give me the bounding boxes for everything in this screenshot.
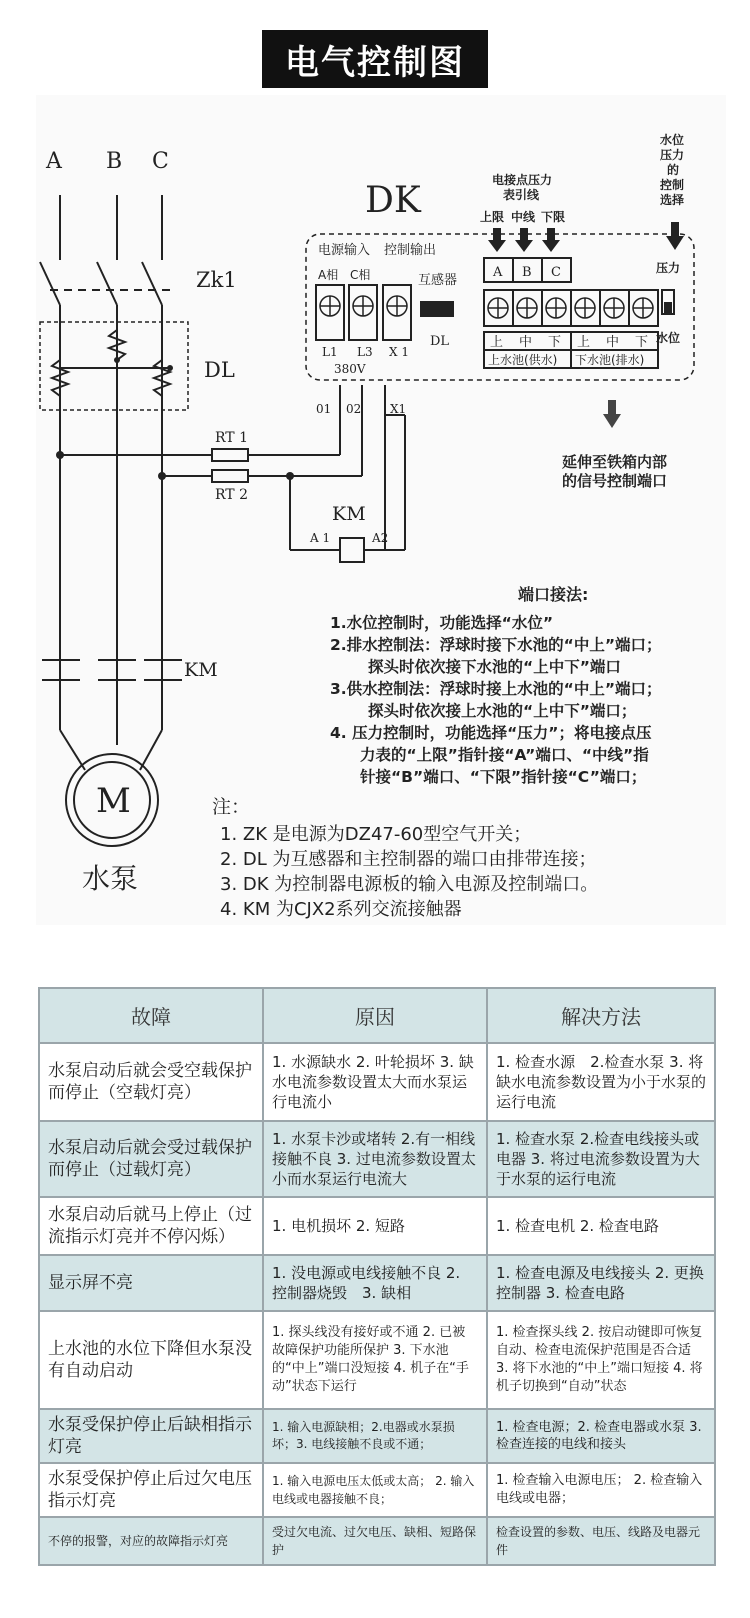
km-coil-label: KM xyxy=(332,503,366,525)
port-wiring-line: 力表的“上限”指针接“A”端口、“中线”指 xyxy=(360,746,649,764)
table-row xyxy=(39,1311,715,1409)
selector-title-1: 水位 xyxy=(660,133,685,147)
extend-text-2: 的信号控制端口 xyxy=(562,472,668,490)
solution-cell: 1. 检查电源；2. 检查电器或水泵 3. 检查连接的电线和接头 xyxy=(487,1409,715,1463)
level-label-3: 下 xyxy=(548,335,562,350)
fault-cell: 显示屏不亮 xyxy=(39,1255,263,1311)
port-wiring-title: 端口接法: xyxy=(518,585,589,604)
phase-label-c: C xyxy=(152,149,169,174)
cause-cell: 受过欠电流、过欠电压、缺相、短路保护 xyxy=(263,1517,487,1565)
c-phase-label: C相 xyxy=(350,268,371,282)
phase-label-a: A xyxy=(46,149,62,174)
notes-header: 注： xyxy=(212,796,251,818)
terminal-b-label: B xyxy=(522,265,532,280)
x1-label: X 1 xyxy=(389,345,409,359)
cause-cell: 1. 水源缺水 2. 叶轮损坏 3. 缺水电流参数设置太大而水泵运行电流小 xyxy=(263,1043,487,1121)
lower-pool-label: 下水池(排水) xyxy=(575,353,645,367)
cause-cell: 1. 电机损坏 2. 短路 xyxy=(263,1197,487,1255)
pump-label: 水泵 xyxy=(82,862,139,895)
fault-cell: 水泵启动后就马上停止（过流指示灯亮并不停闪烁） xyxy=(39,1197,263,1255)
cause-cell: 1. 水泵卡沙或堵转 2.有一相线接触不良 3. 过电流参数设置太小而水泵运行电流大 xyxy=(263,1121,487,1197)
dl-small-label: DL xyxy=(430,334,450,349)
level-label-2: 中 xyxy=(519,335,533,350)
solution-cell: 1. 检查电源及电线接头 2. 更换控制器 3. 检查电路 xyxy=(487,1255,715,1311)
header-solution: 解决方法 xyxy=(487,988,715,1043)
gauge-lead-title-2: 表引线 xyxy=(503,188,540,202)
fault-cell: 水泵启动后就会受过载保护而停止（过载灯亮） xyxy=(39,1121,263,1197)
table-row xyxy=(39,1121,715,1197)
limit-label-middle: 中线 xyxy=(511,210,536,224)
terminal-c-label: C xyxy=(551,265,561,280)
solution-cell: 1. 检查水泵 2.检查电线接头或电器 3. 将过电流参数设置为大于水泵的运行电流 xyxy=(487,1121,715,1197)
l1-label: L1 xyxy=(322,345,338,359)
wire-label-02: 02 xyxy=(346,402,362,416)
rt1-label: RT 1 xyxy=(215,430,248,446)
table-row xyxy=(39,1043,715,1121)
l3-label: L3 xyxy=(357,345,373,359)
transformer-label: 互感器 xyxy=(418,273,458,288)
fault-cell: 不停的报警，对应的故障指示灯亮 xyxy=(39,1517,263,1565)
selector-title-5: 选择 xyxy=(660,193,685,207)
limit-label-upper: 上限 xyxy=(480,210,505,224)
header-fault: 故障 xyxy=(39,988,263,1043)
fault-cell: 水泵受保护停止后过欠电压指示灯亮 xyxy=(39,1463,263,1517)
solution-cell: 1. 检查电机 2. 检查电路 xyxy=(487,1197,715,1255)
level-label-4: 上 xyxy=(577,335,591,350)
extend-text-1: 延伸至铁箱内部 xyxy=(562,453,668,471)
wire-label-01: 01 xyxy=(316,402,332,416)
cause-cell: 1. 探头线没有接好或不通 2. 已被故障保护功能所保护 3. 下水池的“中上”端口没短接 4. 机子在“手动”状态下运行 xyxy=(263,1311,487,1409)
selector-title-2: 压力 xyxy=(660,148,685,162)
solution-cell: 1. 检查探头线 2. 按启动键即可恢复自动、检查电流保护范围是否合适 3. 将下水池的“中上”端口短接 4. 将机子切换到“自动”状态 xyxy=(487,1311,715,1409)
a2-label: A2 xyxy=(372,531,389,545)
port-wiring-line: 针接“B”端口、“下限”指针接“C”端口； xyxy=(360,768,647,786)
control-output-label: 控制输出 xyxy=(384,243,437,258)
port-wiring-line: 探头时依次接下水池的“上中下”端口 xyxy=(368,658,621,676)
header-cause: 原因 xyxy=(263,988,487,1043)
table-header-row xyxy=(39,988,715,1043)
pressure-label: 压力 xyxy=(656,261,681,275)
selector-title-3: 的 xyxy=(667,163,680,177)
voltage-label: 380V xyxy=(334,362,366,376)
table-row xyxy=(39,1463,715,1517)
page-title: 电气控制图 xyxy=(262,30,488,88)
port-wiring-line: 3.供水控制法：浮球时接上水池的“中上”端口； xyxy=(330,680,662,698)
gauge-lead-title-1: 电接点压力 xyxy=(492,173,553,187)
table-row xyxy=(39,1517,715,1565)
level-label-1: 上 xyxy=(490,335,504,350)
fault-table xyxy=(38,987,716,1566)
port-wiring-line: 探头时依次接上水池的“上中下”端口； xyxy=(368,702,637,720)
port-wiring-line: 1.水位控制时，功能选择“水位” xyxy=(330,614,554,632)
a1-label: A 1 xyxy=(310,531,331,545)
rt2-label: RT 2 xyxy=(215,487,248,503)
level-label-6: 下 xyxy=(635,335,649,350)
zk1-label: Zk1 xyxy=(196,268,237,292)
note-item: 2. DL 为互感器和主控制器的端口由排带连接； xyxy=(220,849,597,870)
port-wiring-line: 4. 压力控制时，功能选择“压力”；将电接点压 xyxy=(330,724,652,742)
dk-label: DK xyxy=(365,180,421,221)
solution-cell: 检查设置的参数、电压、线路及电器元件 xyxy=(487,1517,715,1565)
port-wiring-line: 2.排水控制法：浮球时接下水池的“中上”端口； xyxy=(330,636,662,654)
fault-cell: 水泵启动后就会受空载保护而停止（空载灯亮） xyxy=(39,1043,263,1121)
fault-cell: 水泵受保护停止后缺相指示灯亮 xyxy=(39,1409,263,1463)
fault-cell: 上水池的水位下降但水泵没有自动启动 xyxy=(39,1311,263,1409)
note-item: 3. DK 为控制器电源板的输入电源及控制端口。 xyxy=(220,874,599,895)
note-item: 1. ZK 是电源为DZ47-60型空气开关； xyxy=(220,824,532,845)
note-item: 4. KM 为CJX2系列交流接触器 xyxy=(220,899,462,920)
cause-cell: 1. 输入电源电压太低或太高； 2. 输入电线或电器接触不良； xyxy=(263,1463,487,1517)
cause-cell: 1. 输入电源缺相；2.电器或水泵损坏；3. 电线接触不良或不通； xyxy=(263,1409,487,1463)
solution-cell: 1. 检查输入电源电压； 2. 检查输入电线或电器； xyxy=(487,1463,715,1517)
upper-pool-label: 上水池(供水) xyxy=(488,353,558,367)
phase-label-b: B xyxy=(106,149,123,174)
notes-section xyxy=(212,795,732,922)
dl-label: DL xyxy=(204,358,235,382)
water-level-label: 水位 xyxy=(656,331,681,345)
port-wiring-list xyxy=(330,612,730,788)
power-input-label: 电源输入 xyxy=(318,243,371,258)
motor-label: M xyxy=(96,781,131,821)
terminal-a-label: A xyxy=(493,265,503,280)
table-row xyxy=(39,1255,715,1311)
km-contact-label: KM xyxy=(184,659,218,681)
selector-title-4: 控制 xyxy=(660,178,685,192)
a-phase-label: A相 xyxy=(318,268,339,282)
cause-cell: 1. 没电源或电线接触不良 2. 控制器烧毁 3. 缺相 xyxy=(263,1255,487,1311)
table-row xyxy=(39,1409,715,1463)
wire-label-x1: X1 xyxy=(390,402,407,416)
level-label-5: 中 xyxy=(606,335,620,350)
limit-label-lower: 下限 xyxy=(541,210,566,224)
table-row xyxy=(39,1197,715,1255)
solution-cell: 1. 检查水源 2.检查水泵 3. 将缺水电流参数设置为小于水泵的运行电流 xyxy=(487,1043,715,1121)
